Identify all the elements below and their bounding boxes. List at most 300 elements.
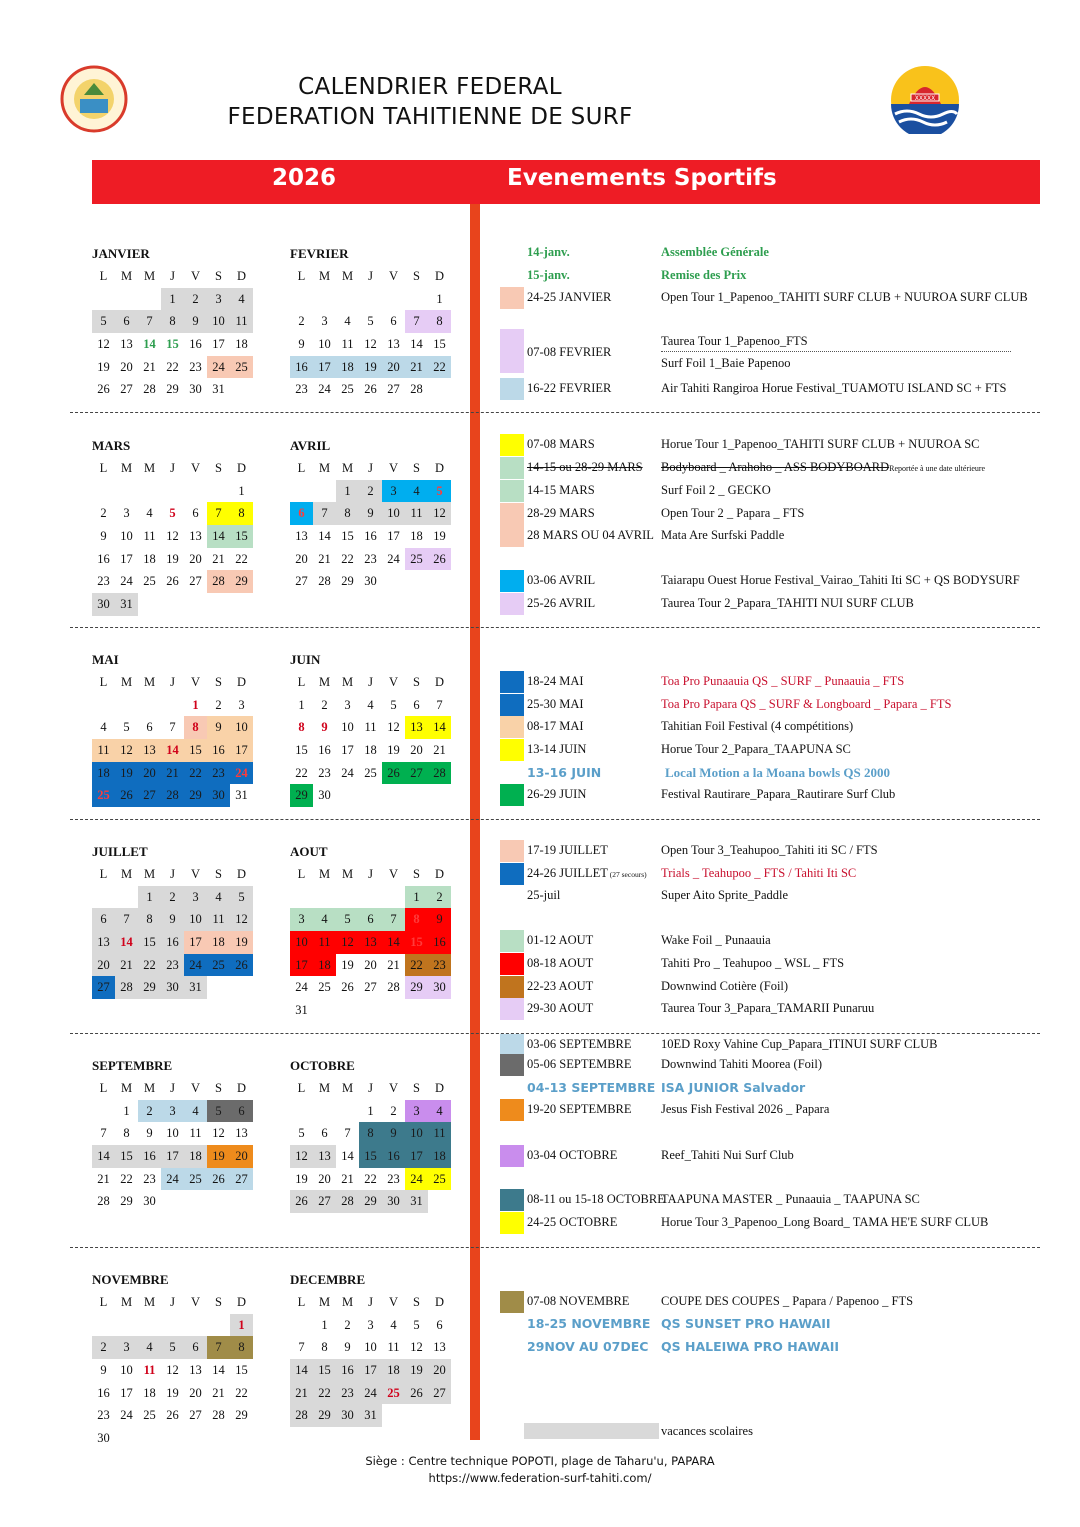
- day-cell: 29: [120, 1194, 133, 1209]
- event-row: [500, 998, 1045, 1020]
- day-cell: 25: [382, 1382, 405, 1405]
- weekday-header: M: [143, 867, 156, 881]
- day-cell: 21: [115, 954, 138, 977]
- day-cell: 29: [166, 382, 179, 397]
- empty-cell: [290, 288, 313, 311]
- month-name: AOUT: [290, 844, 328, 859]
- day-cell: 30: [161, 976, 184, 999]
- event-color-swatch: [500, 1291, 524, 1313]
- day-cell: 10: [184, 908, 207, 931]
- day-cell: 22: [428, 356, 451, 379]
- empty-cell: [92, 480, 115, 503]
- day-cell: 20: [120, 359, 133, 374]
- day-cell: 25: [207, 954, 230, 977]
- day-cell: 11: [230, 310, 253, 333]
- day-cell: 7: [138, 310, 161, 333]
- day-cell: 15: [405, 931, 428, 954]
- weekday-header: D: [434, 1295, 445, 1309]
- day-cell: 5: [336, 908, 359, 931]
- event-name: Downwind Cotière (Foil): [661, 979, 789, 993]
- day-cell: 4: [313, 908, 336, 931]
- empty-cell: [313, 480, 336, 503]
- day-cell: 6: [436, 1317, 443, 1332]
- empty-cell: [115, 288, 138, 311]
- empty-cell: [92, 288, 115, 311]
- month-name: FEVRIER: [290, 246, 349, 261]
- empty-cell: [138, 1314, 161, 1337]
- weekday-header: V: [388, 675, 399, 689]
- event-name: QS HALEIWA PRO HAWAII: [661, 1339, 840, 1354]
- day-cell: 12: [364, 337, 377, 352]
- day-cell: 4: [230, 288, 253, 311]
- month-mai: [92, 648, 262, 807]
- empty-cell: [184, 1314, 207, 1337]
- day-cell: 19: [97, 359, 110, 374]
- empty-cell: [92, 1314, 115, 1337]
- day-cell: 2: [100, 506, 107, 521]
- event-name: Assemblée Générale: [661, 245, 769, 259]
- weekday-header: J: [170, 867, 175, 881]
- day-cell: 15: [433, 337, 446, 352]
- event-color-swatch: [500, 930, 524, 952]
- day-cell: 18: [336, 356, 359, 379]
- day-cell: 8: [123, 1126, 130, 1141]
- day-cell: 1: [138, 886, 161, 909]
- event-date: 29NOV AU 07DEC: [527, 1339, 649, 1354]
- day-cell: 20: [410, 743, 423, 758]
- event-date: 13-14 JUIN: [527, 742, 587, 756]
- day-cell: 5: [123, 720, 130, 735]
- day-cell: 9: [100, 1363, 107, 1378]
- event-name: TAAPUNA MASTER _ Punaauia _ TAAPUNA SC: [661, 1192, 920, 1206]
- day-cell: 23: [318, 765, 331, 780]
- day-cell: 28: [207, 570, 230, 593]
- weekday-header: S: [215, 1295, 222, 1309]
- day-cell: 22: [235, 1385, 248, 1400]
- weekday-header: M: [143, 675, 156, 689]
- empty-cell: [115, 886, 138, 909]
- day-cell: 16: [97, 551, 110, 566]
- day-cell: 24: [120, 574, 133, 589]
- day-cell: 31: [184, 976, 207, 999]
- month-name: JUILLET: [92, 844, 148, 859]
- day-cell: 30: [364, 574, 377, 589]
- weekday-header: J: [368, 867, 373, 881]
- empty-cell: [161, 1314, 184, 1337]
- event-name: Open Tour 3_Teahupoo_Tahiti iti SC / FTS: [661, 843, 878, 857]
- day-cell: 26: [405, 1382, 428, 1405]
- weekday-header: V: [388, 1081, 399, 1095]
- event-row: [500, 1145, 1045, 1167]
- event-row: [500, 1077, 1045, 1099]
- day-cell: 3: [207, 288, 230, 311]
- day-cell: 17: [184, 931, 207, 954]
- day-cell: 16: [382, 1145, 405, 1168]
- day-cell: 12: [290, 1145, 313, 1168]
- day-cell: 21: [212, 1385, 225, 1400]
- event-color-swatch: [500, 1054, 524, 1076]
- empty-cell: [290, 1314, 313, 1337]
- day-cell: 22: [166, 359, 179, 374]
- weekday-header: D: [434, 867, 445, 881]
- day-cell: 26: [166, 1408, 179, 1423]
- weekday-header: V: [190, 867, 201, 881]
- day-cell: 3: [115, 1336, 138, 1359]
- day-cell: 3: [184, 886, 207, 909]
- event-color-swatch: [500, 976, 524, 998]
- weekday-header: S: [215, 269, 222, 283]
- day-cell: 25: [143, 574, 156, 589]
- month-grid: [92, 1077, 262, 1213]
- weekday-header: D: [236, 1295, 247, 1309]
- day-cell: 7: [100, 1126, 107, 1141]
- event-row: [500, 953, 1045, 975]
- day-cell: 13: [189, 1363, 202, 1378]
- day-cell: 30: [207, 784, 230, 807]
- event-row: [500, 863, 1045, 885]
- event-row: [500, 434, 1045, 456]
- day-cell: 27: [387, 382, 400, 397]
- weekday-header: D: [236, 1081, 247, 1095]
- day-cell: 10: [364, 1340, 377, 1355]
- day-cell: 5: [169, 506, 176, 521]
- day-cell: 15: [295, 743, 308, 758]
- footer-address: Siège : Centre technique POPOTI, plage de Taharu'u, PAPARA: [365, 1454, 715, 1468]
- weekday-header: S: [215, 675, 222, 689]
- day-cell: 30: [382, 1190, 405, 1213]
- day-cell: 3: [290, 908, 313, 931]
- day-cell: 22: [313, 1382, 336, 1405]
- weekday-header: D: [434, 461, 445, 475]
- event-date: 22-23 AOUT: [527, 979, 594, 993]
- weekday-header: L: [297, 269, 306, 283]
- day-cell: 2: [321, 697, 328, 712]
- event-color-swatch: [500, 378, 524, 400]
- day-cell: 20: [364, 957, 377, 972]
- event-name-secondary: Surf Foil 1_Baie Papenoo: [661, 356, 791, 370]
- day-cell: 24: [341, 765, 354, 780]
- day-cell: 28: [143, 382, 156, 397]
- day-cell: 16: [161, 931, 184, 954]
- day-cell: 18: [382, 1359, 405, 1382]
- day-cell: 7: [298, 1340, 305, 1355]
- day-cell: 3: [344, 697, 351, 712]
- weekday-header: V: [190, 269, 201, 283]
- day-cell: 19: [166, 1385, 179, 1400]
- event-color-swatch: [500, 503, 524, 525]
- day-cell: 4: [138, 1336, 161, 1359]
- day-cell: 3: [161, 1100, 184, 1123]
- weekday-header: M: [120, 461, 133, 475]
- event-row: [500, 784, 1045, 806]
- day-cell: 27: [313, 1190, 336, 1213]
- event-row: [500, 694, 1045, 716]
- weekday-header: L: [99, 1081, 108, 1095]
- day-cell: 21: [341, 1171, 354, 1186]
- weekday-header: S: [413, 269, 420, 283]
- day-cell: 14: [410, 337, 423, 352]
- day-cell: 17: [212, 337, 225, 352]
- empty-cell: [313, 1100, 336, 1123]
- weekday-header: S: [413, 1295, 420, 1309]
- day-cell: 23: [97, 1408, 110, 1423]
- day-cell: 4: [405, 480, 428, 503]
- day-cell: 16: [318, 743, 331, 758]
- month-name: JUIN: [290, 652, 321, 667]
- day-cell: 28: [212, 1408, 225, 1423]
- event-name: Tahitian Foil Festival (4 compétitions): [661, 719, 854, 733]
- day-cell: 26: [230, 954, 253, 977]
- day-cell: 17: [120, 551, 133, 566]
- day-cell: 27: [138, 784, 161, 807]
- event-name: Local Motion a la Moana bowls QS 2000: [665, 765, 890, 780]
- day-cell: 14: [341, 1149, 354, 1164]
- footer-url[interactable]: https://www.federation-surf-tahiti.com/: [428, 1471, 652, 1485]
- day-cell: 21: [143, 359, 156, 374]
- day-cell: 13: [359, 931, 382, 954]
- event-date: 08-18 AOUT: [527, 956, 594, 970]
- event-name: Horue Tour 2_Papara_TAAPUNA SC: [661, 742, 851, 756]
- day-cell: 6: [146, 720, 153, 735]
- day-cell: 1: [367, 1103, 374, 1118]
- event-name: 10ED Roxy Vahine Cup_Papara_ITINUI SURF CLUB: [661, 1037, 938, 1051]
- day-cell: 2: [390, 1103, 397, 1118]
- weekday-header: J: [170, 1081, 175, 1095]
- day-cell: 28: [428, 762, 451, 785]
- weekday-header: M: [318, 867, 331, 881]
- day-cell: 9: [161, 908, 184, 931]
- empty-cell: [115, 694, 138, 717]
- day-cell: 19: [207, 1145, 230, 1168]
- event-date: 28 MARS OU 04 AVRIL: [527, 528, 654, 542]
- day-cell: 23: [143, 1171, 156, 1186]
- day-cell: 15: [166, 337, 179, 352]
- row-separator: [70, 412, 1040, 413]
- event-color-swatch: [500, 287, 524, 309]
- event-color-swatch: [500, 953, 524, 975]
- ftsurf-logo: [58, 65, 130, 133]
- empty-cell: [115, 480, 138, 503]
- day-cell: 20: [92, 954, 115, 977]
- weekday-header: J: [368, 269, 373, 283]
- empty-cell: [336, 886, 359, 909]
- day-cell: 5: [230, 886, 253, 909]
- day-cell: 3: [123, 506, 130, 521]
- day-cell: 1: [436, 291, 443, 306]
- day-cell: 1: [230, 1314, 253, 1337]
- day-cell: 1: [321, 1317, 328, 1332]
- event-name: COUPE DES COUPES _ Papara / Papenoo _ FTS: [661, 1294, 914, 1308]
- event-color-swatch: [500, 457, 524, 479]
- legend: [524, 1423, 1024, 1439]
- event-color-swatch: [500, 739, 524, 761]
- event-date: 13-16 JUIN: [527, 765, 602, 780]
- event-date: 16-22 FEVRIER: [527, 381, 612, 395]
- event-date: 07-08 FEVRIER: [527, 345, 612, 359]
- event-row: [500, 739, 1045, 761]
- month-juin: [290, 648, 460, 807]
- empty-cell: [207, 1314, 230, 1337]
- day-cell: 9: [146, 1126, 153, 1141]
- day-cell: 26: [382, 762, 405, 785]
- event-row: [500, 1212, 1045, 1234]
- day-cell: 21: [433, 743, 446, 758]
- month-avril: [290, 434, 460, 593]
- event-name: Taiarapu Ouest Horue Festival_Vairao_Tahiti Iti SC + QS BODYSURF: [661, 573, 1020, 587]
- day-cell: 10: [318, 337, 331, 352]
- event-date: 25-juil: [527, 888, 561, 902]
- day-cell: 17: [230, 739, 253, 762]
- day-cell: 21: [161, 762, 184, 785]
- event-date: 08-11 ou 15-18 OCTOBRE: [527, 1192, 665, 1206]
- month-decembre: [290, 1268, 460, 1427]
- section-title: Evenements Sportifs: [507, 165, 777, 191]
- day-cell: 29: [184, 784, 207, 807]
- day-cell: 7: [313, 502, 336, 525]
- day-cell: 17: [387, 529, 400, 544]
- day-cell: 14: [318, 529, 331, 544]
- day-cell: 19: [295, 1171, 308, 1186]
- day-cell: 8: [359, 1122, 382, 1145]
- day-cell: 12: [166, 529, 179, 544]
- weekday-header: S: [215, 867, 222, 881]
- day-cell: 28: [97, 1194, 110, 1209]
- event-row: [500, 503, 1045, 525]
- day-cell: 14: [428, 716, 451, 739]
- event-name: Trials _ Teahupoo _ FTS / Tahiti Iti SC: [661, 866, 857, 880]
- day-cell: 6: [192, 506, 199, 521]
- day-cell: 11: [405, 502, 428, 525]
- day-cell: 18: [235, 337, 248, 352]
- event-date: 05-06 SEPTEMBRE: [527, 1057, 632, 1071]
- day-cell: 8: [138, 908, 161, 931]
- weekday-header: M: [341, 675, 354, 689]
- month-grid: [92, 671, 262, 807]
- weekday-header: V: [190, 675, 201, 689]
- empty-cell: [161, 694, 184, 717]
- day-cell: 27: [92, 976, 115, 999]
- day-cell: 15: [359, 1145, 382, 1168]
- day-cell: 27: [364, 980, 377, 995]
- event-name: Taurea Tour 3_Papara_TAMARII Punaruu: [661, 1001, 875, 1015]
- event-date: 03-06 SEPTEMBRE: [527, 1037, 632, 1051]
- weekday-header: S: [413, 675, 420, 689]
- day-cell: 23: [295, 382, 308, 397]
- day-cell: 15: [138, 931, 161, 954]
- day-cell: 27: [189, 574, 202, 589]
- day-cell: 3: [382, 480, 405, 503]
- day-cell: 13: [189, 529, 202, 544]
- weekday-header: J: [170, 1295, 175, 1309]
- day-cell: 4: [146, 506, 153, 521]
- event-date: 07-08 MARS: [527, 437, 595, 451]
- empty-cell: [161, 480, 184, 503]
- day-cell: 26: [115, 784, 138, 807]
- day-cell: 6: [115, 310, 138, 333]
- weekday-header: L: [297, 461, 306, 475]
- day-cell: 16: [138, 1145, 161, 1168]
- event-name: Remise des Prix: [661, 268, 747, 282]
- day-cell: 29: [359, 1190, 382, 1213]
- day-cell: 6: [92, 908, 115, 931]
- event-row: [500, 976, 1045, 998]
- day-cell: 7: [207, 502, 230, 525]
- day-cell: 30: [143, 1194, 156, 1209]
- event-date: 25-30 MAI: [527, 697, 584, 711]
- month-fevrier: [290, 242, 460, 401]
- event-row: [500, 930, 1045, 952]
- day-cell: 1: [336, 480, 359, 503]
- day-cell: 13: [295, 529, 308, 544]
- day-cell: 4: [184, 1100, 207, 1123]
- day-cell: 9: [207, 716, 230, 739]
- day-cell: 8: [428, 310, 451, 333]
- day-cell: 23: [387, 1171, 400, 1186]
- day-cell: 28: [318, 574, 331, 589]
- weekday-header: J: [170, 269, 175, 283]
- day-cell: 5: [161, 1336, 184, 1359]
- month-septembre: [92, 1054, 262, 1213]
- event-row: [500, 480, 1045, 502]
- day-cell: 14: [382, 931, 405, 954]
- weekday-header: M: [341, 269, 354, 283]
- day-cell: 11: [207, 908, 230, 931]
- day-cell: 26: [97, 382, 110, 397]
- event-color-swatch: [500, 716, 524, 738]
- event-name: Horue Tour 3_Papenoo_Long Board_ TAMA HE'E SURF CLUB: [661, 1215, 989, 1229]
- event-name: Toa Pro Papara QS _ SURF & Longboard _ Papara _ FTS: [661, 697, 952, 711]
- event-row: [500, 762, 1045, 784]
- weekday-header: S: [413, 867, 420, 881]
- day-cell: 26: [207, 1168, 230, 1191]
- event-color-swatch: [500, 1034, 524, 1056]
- day-cell: 2: [138, 1100, 161, 1123]
- day-cell: 18: [92, 762, 115, 785]
- day-cell: 30: [97, 1431, 110, 1446]
- event-date: 25-26 AVRIL: [527, 596, 596, 610]
- day-cell: 22: [138, 954, 161, 977]
- day-cell: 13: [235, 1126, 248, 1141]
- day-cell: 25: [364, 765, 377, 780]
- event-row: [500, 457, 1045, 479]
- day-cell: 27: [230, 1168, 253, 1191]
- day-cell: 4: [367, 697, 374, 712]
- event-date: 04-13 SEPTEMBRE: [527, 1080, 656, 1095]
- event-date: 15-janv.: [527, 268, 570, 282]
- day-cell: 3: [238, 697, 245, 712]
- empty-cell: [336, 288, 359, 311]
- day-cell: 4: [428, 1100, 451, 1123]
- event-row: [500, 265, 1045, 287]
- weekday-header: S: [215, 1081, 222, 1095]
- row-separator: [70, 819, 1040, 820]
- weekday-header: M: [318, 461, 331, 475]
- weekday-header: L: [297, 1295, 306, 1309]
- event-row: [500, 1054, 1045, 1076]
- day-cell: 29: [313, 1404, 336, 1427]
- day-cell: 2: [298, 314, 305, 329]
- weekday-header: D: [434, 1081, 445, 1095]
- event-date: 01-12 AOUT: [527, 933, 594, 947]
- event-color-swatch: [500, 784, 524, 806]
- day-cell: 23: [97, 574, 110, 589]
- event-name: Air Tahiti Rangiroa Horue Festival_TUAMOTU ISLAND SC + FTS: [661, 381, 1007, 395]
- day-cell: 20: [230, 1145, 253, 1168]
- empty-cell: [405, 288, 428, 311]
- day-cell: 5: [413, 1317, 420, 1332]
- day-cell: 16: [428, 931, 451, 954]
- day-cell: 8: [405, 908, 428, 931]
